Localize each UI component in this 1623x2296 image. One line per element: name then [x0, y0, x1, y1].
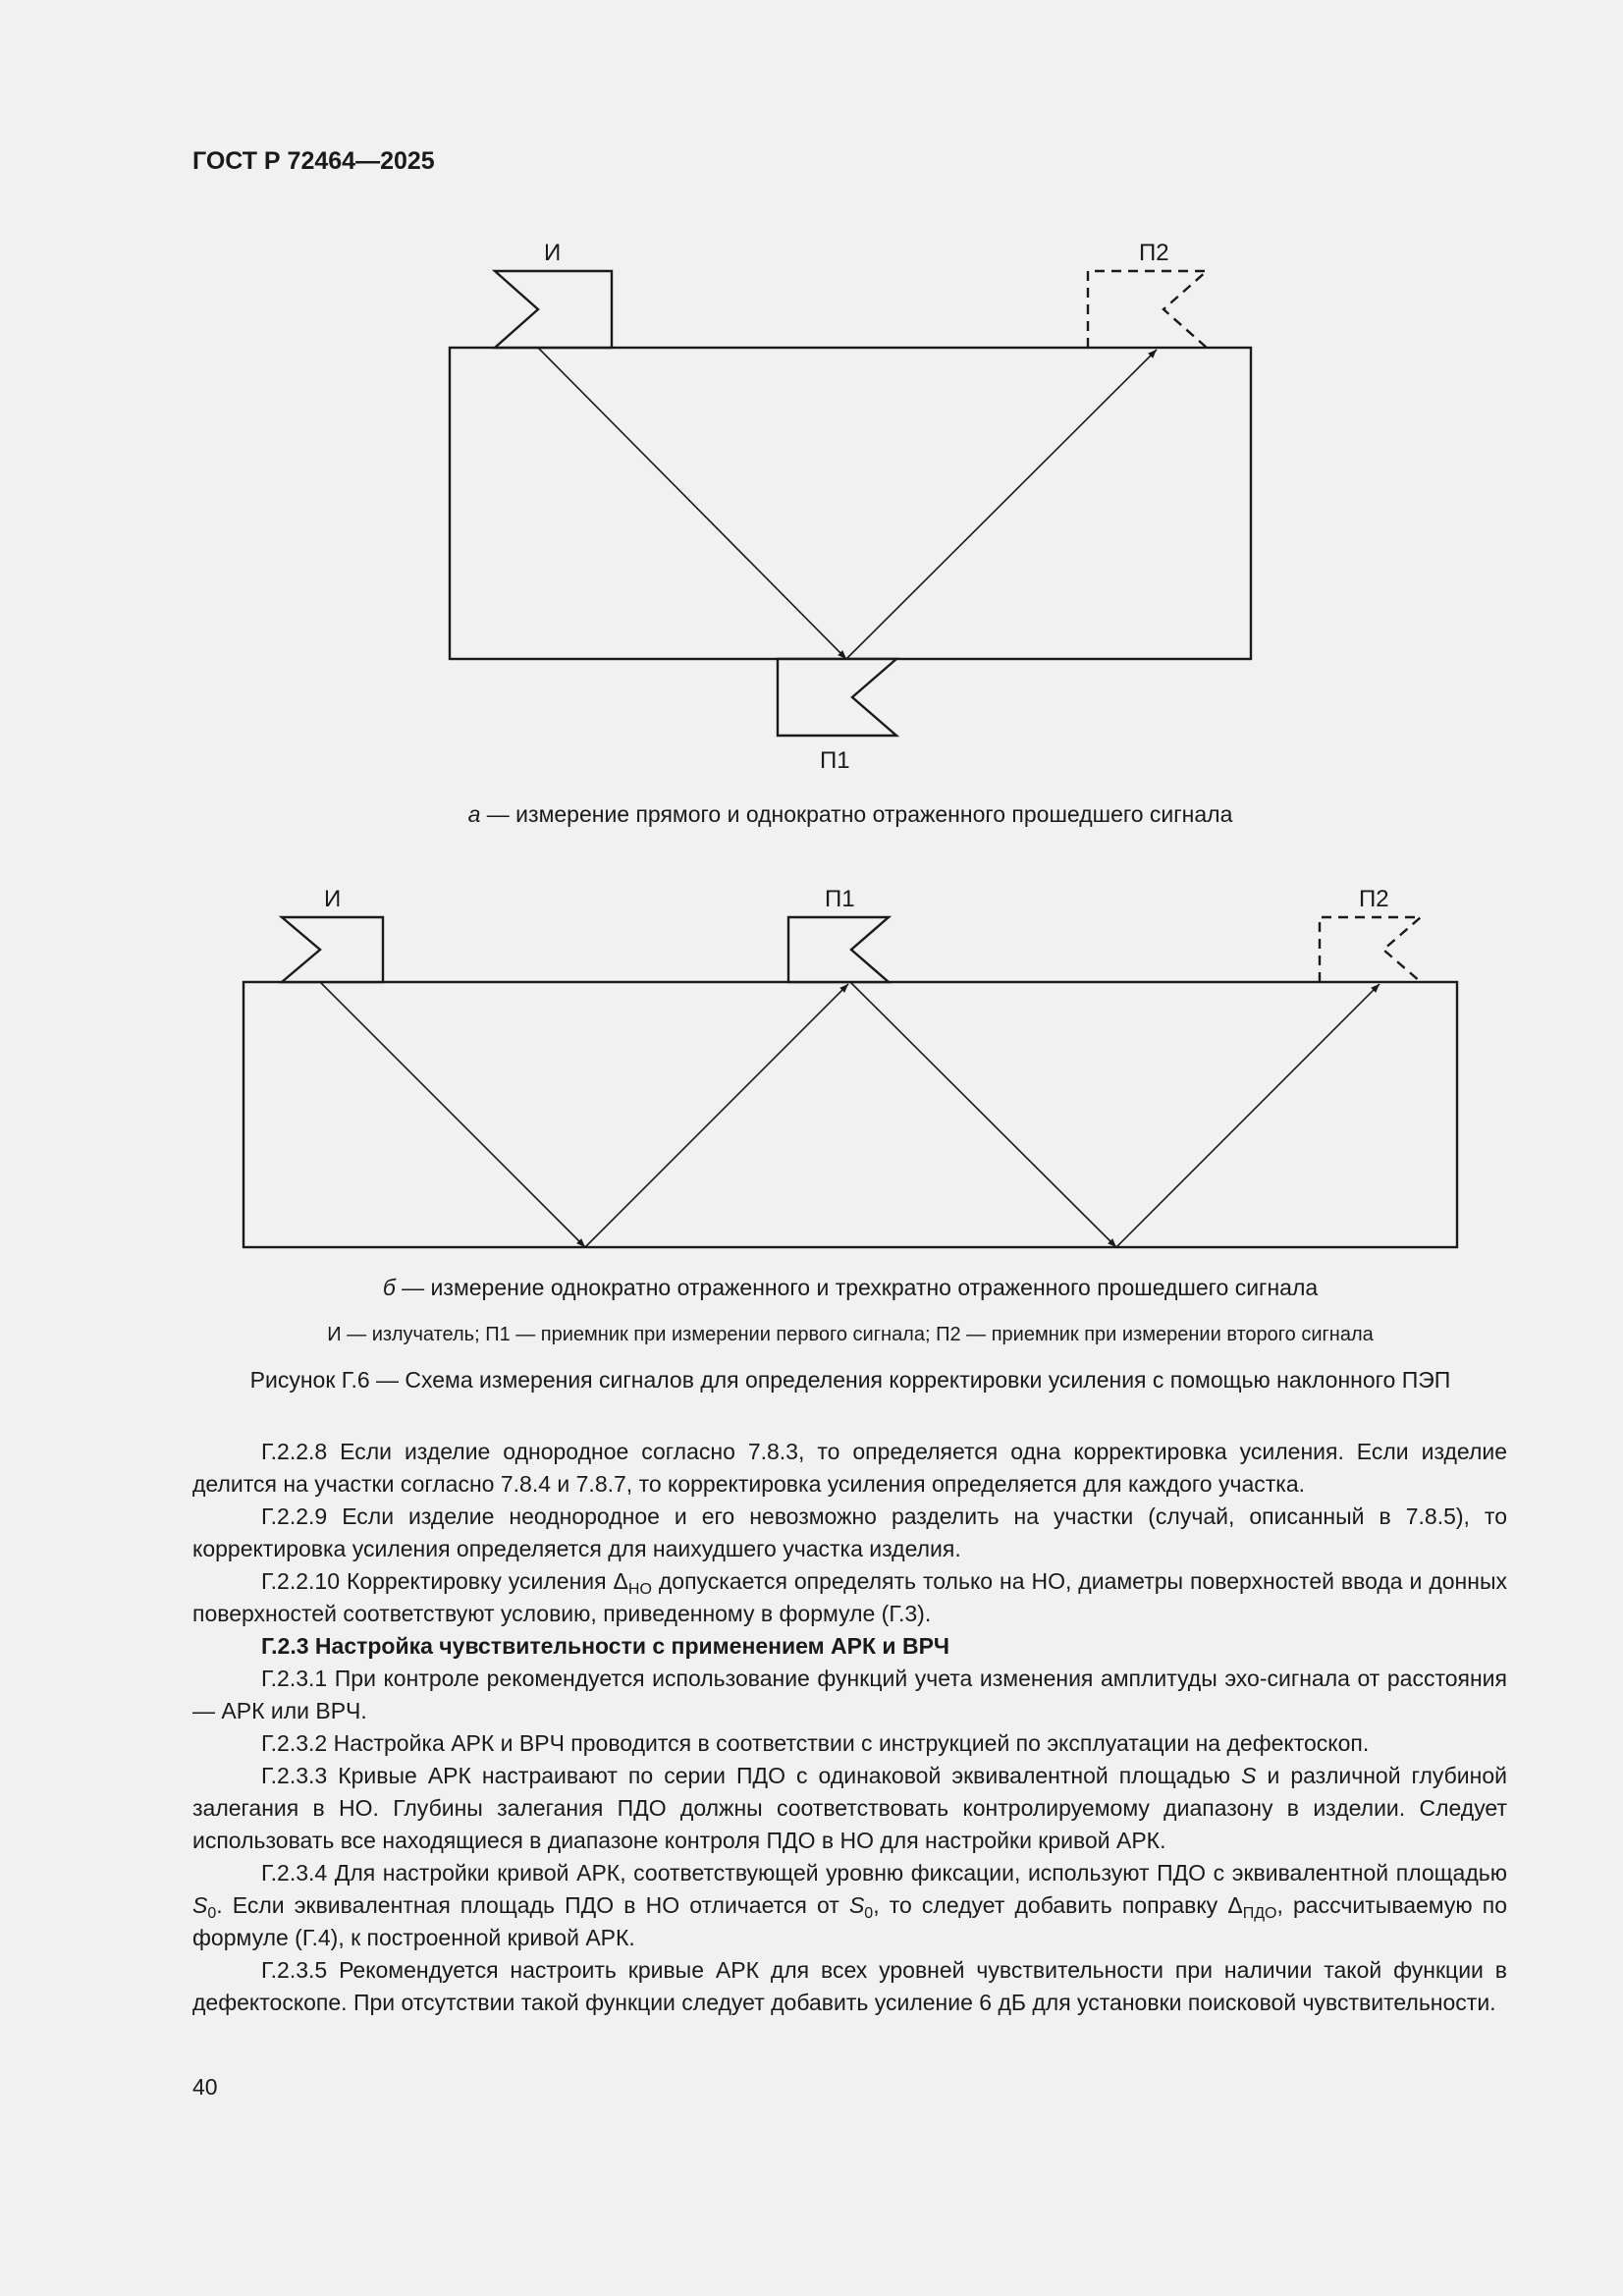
- figure-b-diagram: [0, 874, 1623, 1257]
- figure-a-diagram: [0, 236, 1623, 786]
- emitter-probe-a: [495, 271, 612, 348]
- beam-direct-a: [538, 348, 846, 659]
- beam-segment-2: [585, 984, 848, 1247]
- figure-title: Рисунок Г.6 — Схема измерения сигналов для определения корректировки усиления с помощью наклонного ПЭП: [249, 1367, 1451, 1393]
- body-text: [192, 1436, 1507, 2019]
- label-receiver1-b: П1: [825, 886, 855, 912]
- receiver1-probe-a: [778, 659, 896, 736]
- receiver2-probe-b: [1320, 917, 1421, 982]
- beam-segment-3: [850, 982, 1116, 1247]
- label-emitter-b: И: [324, 886, 342, 912]
- paragraph-g2-2-10: Г.2.2.10 Корректировку усиления $\Delta_{НО}$ допускается определять только на НО, диаметры поверхностей ввода и донных поверхностей соответствуют условию, приведенному в формуле (Г.3).: [192, 1568, 1507, 1626]
- label-emitter-a: И: [544, 240, 562, 266]
- receiver2-probe-a: [1088, 271, 1207, 348]
- figure-b-caption: б — измерение однократно отраженного и трехкратно отраженного прошедшего сигнала: [382, 1275, 1319, 1300]
- figure-legend: И — излучатель; П1 — приемник при измерении первого сигнала; П2 — приемник при измерении второго сигнала: [327, 1324, 1374, 1345]
- paragraph-g2-2-9: Г.2.2.9 Если изделие неоднородное и его невозможно разделить на участки (случай, описанный в 7.8.5), то корректировка усиления определяется для наихудшего участка изделия.: [192, 1503, 1507, 1561]
- label-receiver2-a: П2: [1139, 240, 1169, 266]
- section-heading-g2-3: Г.2.3 Настройка чувствительности с применением АРК и ВРЧ: [261, 1633, 950, 1659]
- paragraph-g2-3-5: Г.2.3.5 Рекомендуется настроить кривые АРК для всех уровней чувствительности при наличии такой функции в дефектоскопе. При отсутствии такой функции следует добавить усиление 6 дБ для установки поисковой чувствительности.: [192, 1957, 1507, 2015]
- document-header: ГОСТ Р 72464—2025: [192, 147, 435, 175]
- label-receiver2-b: П2: [1359, 886, 1389, 912]
- beam-segment-1: [320, 982, 585, 1247]
- label-receiver1-a: П1: [820, 747, 850, 774]
- figure-a-caption: а — измерение прямого и однократно отраженного прошедшего сигнала: [467, 801, 1233, 827]
- page-number: 40: [192, 2074, 218, 2100]
- paragraph-g2-2-8: Г.2.2.8 Если изделие однородное согласно 7.8.3, то определяется одна корректировка усиления. Если изделие делится на участки согласно 7.8.4 и 7.8.7, то корректировка усиления определяется для каждого участка.: [192, 1439, 1507, 1497]
- test-specimen-b: [243, 982, 1457, 1247]
- paragraph-g2-3-3: Г.2.3.3 Кривые АРК настраивают по серии ПДО с одинаковой эквивалентной площадью S и различной глубиной залегания в НО. Глубины залегания ПДО должны соответствовать контролируемому диапазону в изделии. Следует использовать все находящиеся в диапазоне контроля ПДО в НО для настройки кривой АРК.: [192, 1763, 1507, 1853]
- paragraph-g2-3-1: Г.2.3.1 При контроле рекомендуется использование функций учета изменения амплитуды эхо-сигнала от расстояния — АРК или ВРЧ.: [192, 1666, 1507, 1723]
- paragraph-g2-3-4: Г.2.3.4 Для настройки кривой АРК, соответствующей уровню фиксации, используют ПДО с эквивалентной площадью $S_0$. Если эквивалентная площадь ПДО в НО отличается от $S_0$, то следует добавить поправку $\Delta_{ПДО}$, рассчитываемую по формуле (Г.4), к построенной кривой АРК.: [192, 1860, 1507, 1950]
- receiver1-probe-b: [788, 917, 889, 982]
- emitter-probe-b: [282, 917, 383, 982]
- paragraph-g2-3-2: Г.2.3.2 Настройка АРК и ВРЧ проводится в соответствии с инструкцией по эксплуатации на дефектоскоп.: [261, 1730, 1370, 1756]
- beam-segment-4: [1116, 984, 1380, 1247]
- test-specimen-a: [450, 348, 1251, 659]
- beam-reflected-a: [846, 350, 1157, 659]
